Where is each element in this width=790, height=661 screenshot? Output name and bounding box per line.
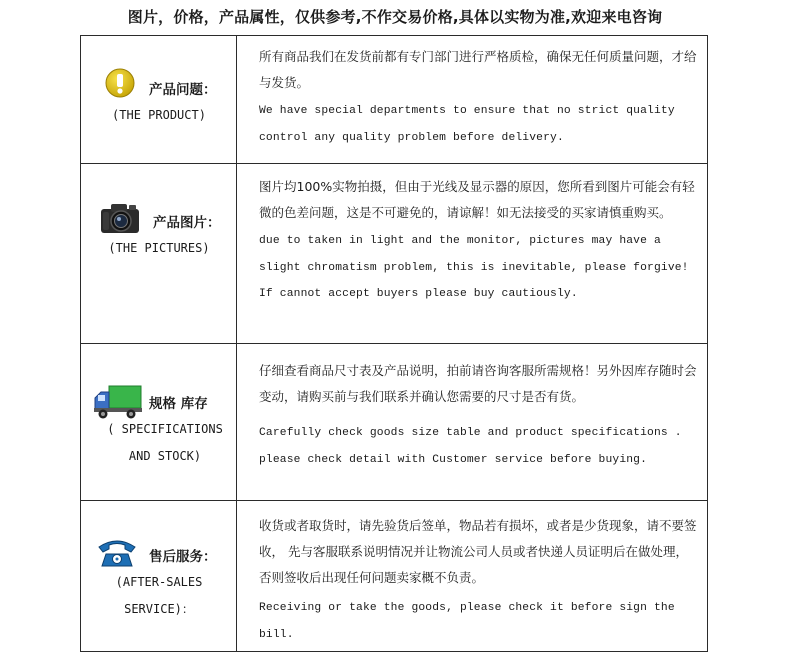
description-en: We have special departments to ensure that no strict quality control any quality problem before delivery.: [259, 105, 675, 144]
category-title: 规格 库存: [149, 396, 208, 412]
telephone-icon: [97, 537, 137, 573]
category-title: 售后服务：: [149, 549, 217, 565]
description-zh: 所有商品我们在发货前都有专门部门进行严格质检，确保无任何质量问题，才给与发货。: [259, 49, 697, 90]
camera-icon: [99, 201, 141, 239]
policy-row-product: [81, 36, 707, 164]
category-subtitle: ( SPECIFICATIONS AND STOCK): [107, 422, 223, 463]
warning-icon: [105, 68, 135, 102]
description-cell: [237, 501, 707, 651]
description-zh: 收货或者取货时，请先验货后签单，物品若有损坏，或者是少货现象，请不要签收， 先与客服联系说明情况并让物流公司人员或者快递人员证明后在做处理，否则签收后出现任何问题卖家概不负责。: [259, 518, 697, 585]
description-zh: 图片均100%实物拍摄，但由于光线及显示器的原因，您所看到图片可能会有轻微的色差问题，这是不可避免的，请谅解！如无法接受的买家请慎重购买。: [259, 179, 695, 220]
policy-table: [80, 35, 708, 652]
description-cell: [237, 344, 707, 500]
category-title: 产品图片：: [153, 215, 221, 231]
description-en: due to taken in light and the monitor, pictures may have a slight chromatism problem, this is inevitable, please forgive! If cannot accept buyers please buy cautiously.: [259, 235, 689, 300]
policy-row-after-sales: [81, 501, 707, 651]
category-cell: [81, 501, 237, 651]
description-cell: [237, 36, 707, 163]
category-title: 产品问题：: [149, 82, 217, 98]
category-cell: [81, 164, 237, 343]
policy-row-specifications: [81, 344, 707, 501]
category-subtitle: (THE PRODUCT): [112, 108, 206, 122]
policy-row-pictures: [81, 164, 707, 344]
page-title: 图片，价格，产品属性，仅供参考,不作交易价格,具体以实物为准,欢迎来电咨询: [127, 8, 663, 26]
description-en: Receiving or take the goods, please check it before sign the bill.: [259, 602, 675, 641]
description-cell: [237, 164, 707, 343]
description-en: Carefully check goods size table and product specifications . please check detail with Customer service before buying.: [259, 427, 682, 466]
category-cell: [81, 344, 237, 500]
category-subtitle: (THE PICTURES): [108, 241, 210, 255]
description-zh: 仔细查看商品尺寸表及产品说明，拍前请咨询客服所需规格！另外因库存随时会变动，请购买前与我们联系并确认您需要的尺寸是否有货。: [259, 363, 697, 404]
category-cell: [81, 36, 237, 163]
category-subtitle: (AFTER-SALES SERVICE)：: [115, 575, 203, 616]
